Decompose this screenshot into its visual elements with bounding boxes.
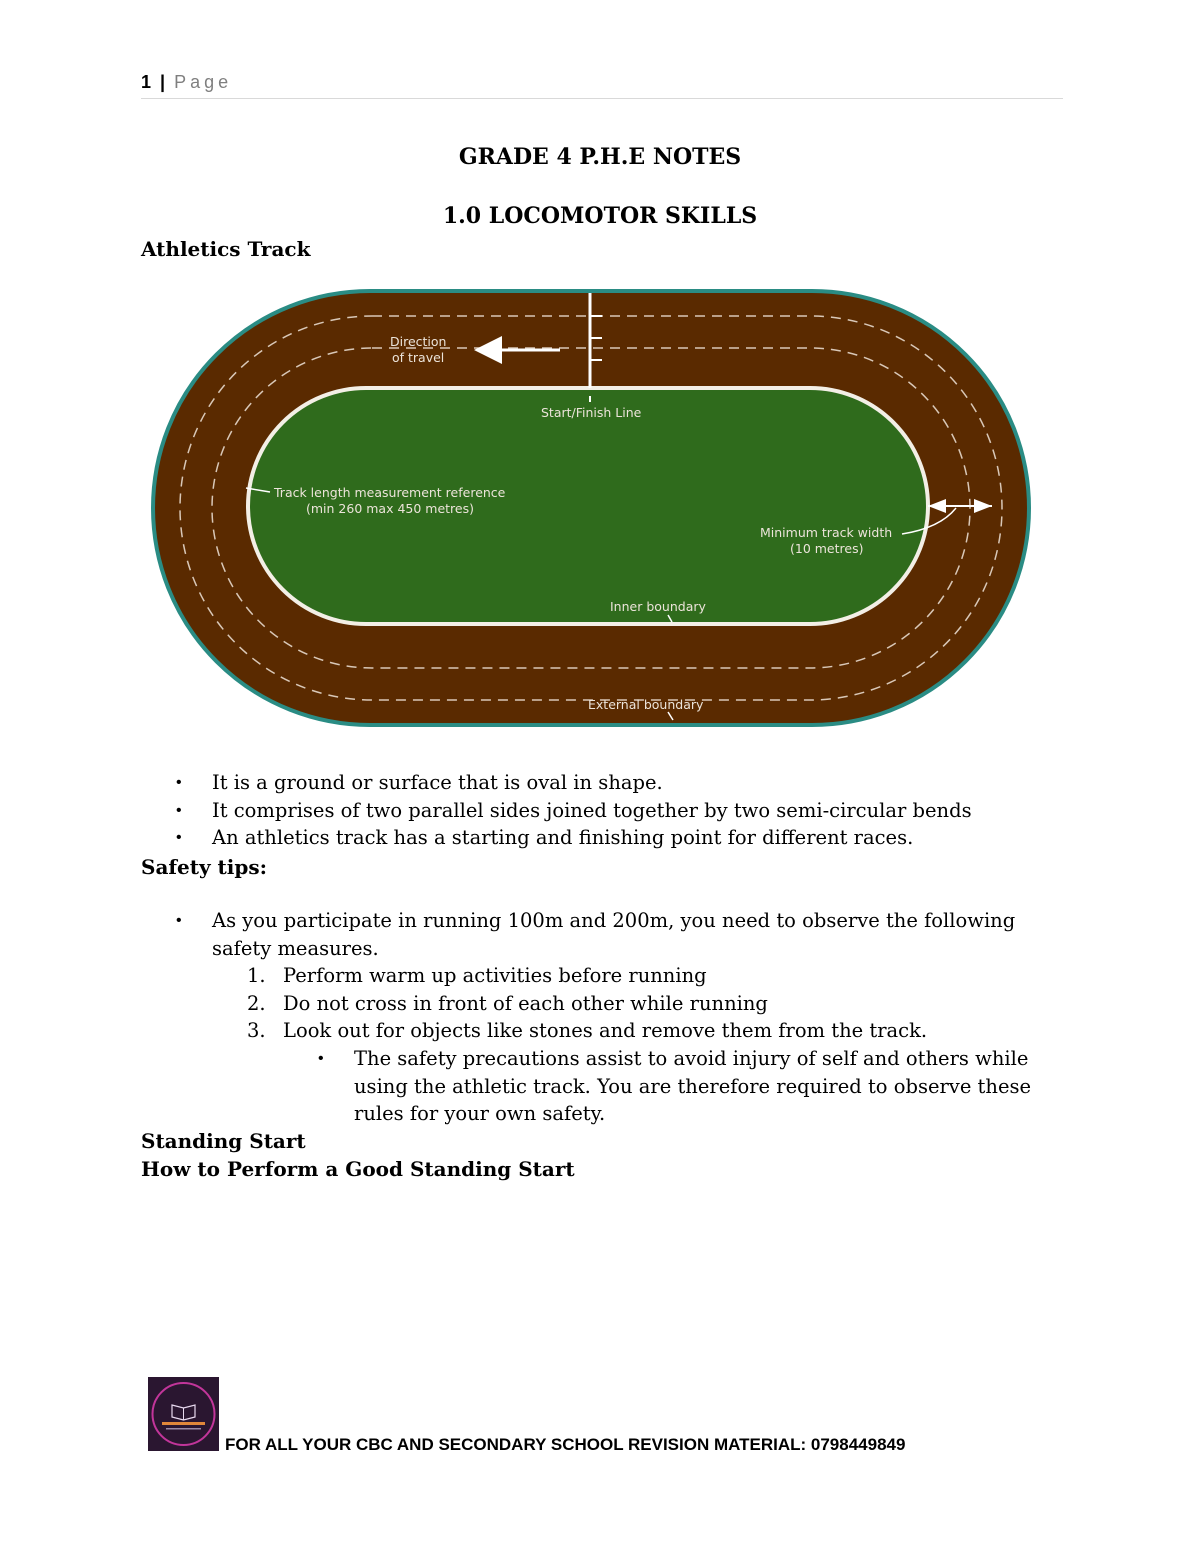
safety-note-line-1: The safety precautions assist to avoid injury of self and others while: [354, 1047, 1029, 1070]
list-item: [247, 990, 927, 1018]
safety-note-line-2: using the athletic track. You are therefore required to observe these: [354, 1074, 1032, 1098]
step-number: 1.: [247, 964, 266, 987]
footer-contact: FOR ALL YOUR CBC AND SECONDARY SCHOOL REVISION MATERIAL: 0798449849: [225, 1435, 906, 1454]
document-title: GRADE 4 P.H.E NOTES: [458, 144, 742, 170]
measure-label-2: (min 260 max 450 metres): [306, 501, 475, 516]
inner-boundary-label: Inner boundary: [610, 599, 706, 614]
safety-intro-line-2: safety measures.: [212, 936, 379, 960]
page-header: [141, 72, 1063, 99]
list-item: • It comprises of two parallel sides joined together by two semi-circular bends: [212, 797, 972, 825]
safety-note-line-3: rules for your own safety.: [354, 1102, 606, 1125]
width-label-1: Minimum track width: [760, 525, 893, 540]
safety-intro-line-1: As you participate in running 100m and 200m, you need to observe the following: [212, 909, 1016, 932]
heading-athletics-track: Athletics Track: [141, 237, 311, 261]
list-item: [247, 1017, 928, 1045]
step-number: 2.: [247, 991, 266, 1015]
external-boundary-label: External boundary: [588, 697, 704, 712]
list-item: [212, 907, 1015, 962]
start-finish-label: Start/Finish Line: [541, 405, 642, 420]
heading-how-to-standing-start: How to Perform a Good Standing Start: [141, 1157, 575, 1181]
heading-safety-tips: Safety tips:: [141, 855, 268, 879]
direction-label-1: Direction: [390, 334, 447, 349]
step-number: 3.: [247, 1019, 266, 1042]
list-item: • An athletics track has a starting and finishing point for different races.: [212, 824, 972, 852]
section-title: 1.0 LOCOMOTOR SKILLS: [442, 203, 758, 229]
direction-label-2: of travel: [392, 350, 445, 365]
safety-note-list: [354, 1045, 1031, 1128]
safety-intro-list: [212, 907, 1015, 962]
list-item: [354, 1045, 1031, 1128]
heading-standing-start: Standing Start: [141, 1129, 306, 1153]
header-separator: |: [160, 72, 166, 92]
step-text: Do not cross in front of each other while running: [283, 991, 768, 1015]
track-facts-list: [212, 769, 972, 852]
step-text: Perform warm up activities before running: [283, 964, 707, 987]
safety-steps-list: [247, 962, 928, 1045]
list-item: • It is a ground or surface that is oval in shape.: [212, 769, 972, 797]
list-item: [247, 962, 927, 990]
publisher-logo: [148, 1377, 219, 1451]
measure-label-1: Track length measurement reference: [274, 485, 506, 500]
page-word: Page: [174, 72, 233, 92]
step-text: Look out for objects like stones and remove them from the track.: [283, 1019, 928, 1042]
athletics-track-diagram: [150, 288, 1032, 728]
width-label-2: (10 metres): [790, 541, 864, 556]
page-number: 1: [141, 72, 152, 92]
